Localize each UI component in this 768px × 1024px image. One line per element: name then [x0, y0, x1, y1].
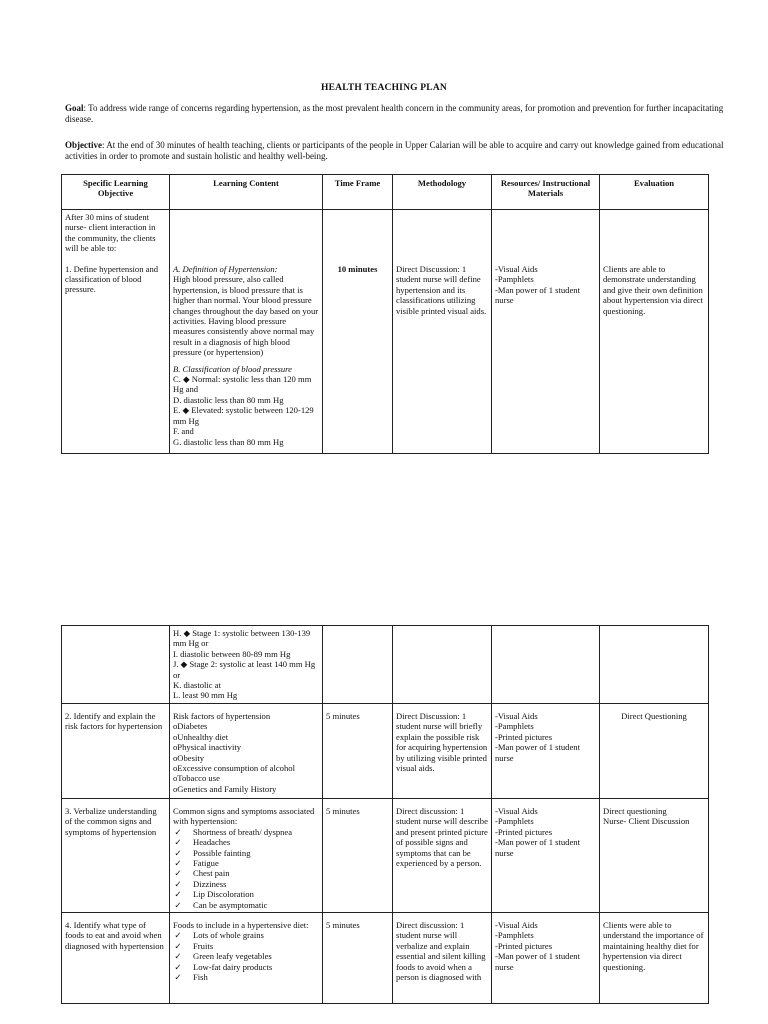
content-line: K. diastolic at [173, 680, 221, 691]
resource-item: -Pamphlets [495, 721, 534, 732]
goal-text: : To address wide range of concerns regarding hypertension, as the most prevalent health concern in the community areas, for promotion and prevention for further incapacitating disease. [65, 103, 724, 124]
check-icon: ✓ [174, 889, 182, 900]
content-cell [170, 626, 323, 704]
content-heading: Foods to include in a hypertensive diet: [173, 920, 309, 931]
list-item: ✓ Fatigue [174, 858, 219, 869]
content-line: L. least 90 mm Hg [173, 690, 238, 701]
content-line: oDiabetes [173, 721, 208, 732]
objective-text: 1. Define hypertension and classification of blood pressure. [65, 263, 159, 295]
methodology-cell [393, 799, 492, 913]
time-frame-cell [323, 704, 393, 799]
content-line: I. diastolic between 80-89 mm Hg [173, 648, 291, 659]
methodology-cell [393, 704, 492, 799]
teaching-plan-table-page2 [61, 625, 709, 1004]
table-row [62, 210, 709, 454]
time-frame-cell [323, 913, 393, 1004]
objective-text: : At the end of 30 minutes of health teaching, clients or participants of the people in Upper Calarian will be able to acquire and carry out knowledge gained from educational activities in order to promote and sustain holistic and healthy well-being. [65, 140, 724, 161]
time-frame-value: 10 minutes [337, 264, 378, 274]
resource-item: -Printed pictures [495, 940, 553, 951]
check-icon: ✓ [174, 858, 182, 869]
resources-cell [492, 704, 600, 799]
content-cell [170, 210, 323, 454]
evaluation-cell [600, 704, 709, 799]
goal-paragraph [65, 103, 735, 125]
list-item: ✓ Fish [174, 972, 208, 983]
content-cell [170, 704, 323, 799]
header-content: Learning Content [170, 175, 323, 210]
content-line: C. ◆ Normal: systolic less than 120 mm Hg and [173, 374, 312, 395]
list-item: ✓ Dizziness [174, 878, 227, 889]
content-line: oGenetics and Family History [173, 783, 277, 794]
resource-item: -Visual Aids [495, 806, 538, 816]
resource-item: -Printed pictures [495, 826, 553, 837]
list-item: ✓ Headaches [174, 837, 231, 848]
resource-item: -Man power of 1 student nurse [495, 284, 580, 306]
goal-label: Goal [65, 103, 84, 113]
check-icon: ✓ [174, 868, 182, 879]
list-item: ✓ Shortness of breath/ dyspnea [174, 826, 293, 837]
content-heading: Risk factors of hypertension [173, 711, 271, 721]
content-line: H. ◆ Stage 1: systolic between 130-139 mm Hg or [173, 628, 311, 649]
check-icon: ✓ [174, 930, 182, 941]
list-item: ✓ Fruits [174, 940, 214, 951]
objective-text: 3. Verbalize understanding of the common signs and symptoms of hypertension [65, 806, 157, 837]
header-methodology: Methodology [393, 175, 492, 210]
check-icon: ✓ [174, 951, 182, 962]
teaching-plan-table-page1 [61, 174, 709, 454]
resource-item: -Visual Aids [495, 711, 538, 721]
resource-item: -Man power of 1 student nurse [495, 837, 580, 858]
list-item: ✓ Low-fat dairy products [174, 961, 273, 972]
content-heading: B. Classification of blood pressure [173, 363, 292, 374]
content-line: oObesity [173, 752, 205, 763]
resource-item: -Printed pictures [495, 731, 553, 742]
check-icon: ✓ [174, 940, 182, 951]
methodology-text: Direct discussion: 1 student nurse will verbalize and explain essential and silent killing foods to avoid when a person is diagnosed with [396, 920, 486, 983]
content-line: oPhysical inactivity [173, 742, 242, 753]
resource-item: -Pamphlets [495, 930, 534, 941]
list-item: ✓ Green leafy vegetables [174, 951, 272, 962]
objective-cell [62, 210, 170, 454]
resource-item: -Pamphlets [495, 274, 534, 285]
time-frame-cell [323, 626, 393, 704]
resource-item: -Visual Aids [495, 264, 538, 274]
check-icon: ✓ [174, 899, 182, 910]
list-item: ✓ Possible fainting [174, 847, 251, 858]
evaluation-text: Clients were able to understand the importance of maintaining healthy diet for hypertension via direct questioning. [603, 920, 704, 972]
content-heading: A. Definition of Hypertension: [173, 264, 278, 274]
objective-intro: After 30 mins of student nurse- client interaction in the community, the clients will be able to: [65, 212, 156, 254]
header-resources: Resources/ Instructional Materials [492, 175, 600, 210]
page-title: HEALTH TEACHING PLAN [321, 83, 447, 93]
methodology-cell [393, 210, 492, 454]
check-icon: ✓ [174, 837, 182, 848]
check-icon: ✓ [174, 847, 182, 858]
time-frame-value: 5 minutes [326, 711, 360, 721]
objective-cell [62, 704, 170, 799]
objective-cell [62, 913, 170, 1004]
content-line: oTobacco use [173, 773, 220, 784]
list-item: ✓ Lip Discoloration [174, 889, 254, 900]
content-line: oUnhealthy diet [173, 731, 229, 742]
content-heading: Common signs and symptoms associated with hypertension: [173, 806, 315, 827]
methodology-cell [393, 913, 492, 1004]
resource-item: -Man power of 1 student nurse [495, 951, 580, 972]
methodology-cell [393, 626, 492, 704]
time-frame-cell [323, 799, 393, 913]
check-icon: ✓ [174, 826, 182, 837]
list-item: ✓ Lots of whole grains [174, 930, 264, 941]
content-definition: High blood pressure, also called hypertension, is blood pressure that is higher than normal. Your blood pressure changes throughout the day based on your activities. Having blood pressure measures consistently above normal may result in a diagnosis of high blood pressure (or hypertension) [173, 274, 319, 358]
objective-cell [62, 799, 170, 913]
header-evaluation: Evaluation [600, 175, 709, 210]
content-line: D. diastolic less than 80 mm Hg [173, 394, 284, 405]
resources-cell [492, 626, 600, 704]
evaluation-cell [600, 626, 709, 704]
resource-item: -Visual Aids [495, 920, 538, 931]
table-header-row [62, 175, 709, 210]
methodology-text: Direct Discussion: 1 student nurse will briefly explain the possible risk for acquiring hypertension by utilizing visible printed visual aids. [396, 711, 488, 774]
content-line: oExcessive consumption of alcohol [173, 763, 295, 774]
content-line: E. ◆ Elevated: systolic between 120-129 mm Hg [173, 405, 314, 426]
header-time-frame: Time Frame [323, 175, 393, 210]
header-objective: Specific Learning Objective [62, 175, 170, 210]
table-row [62, 704, 709, 799]
objective-text: 2. Identify and explain the risk factors for hypertension [65, 711, 163, 732]
evaluation-text: Nurse- Client Discussion [603, 816, 690, 827]
table-row [62, 626, 709, 704]
resources-cell [492, 799, 600, 913]
methodology-text: Direct discussion: 1 student nurse will describe and present printed picture of possible signs and symptoms that can be experienced by a person. [396, 806, 488, 869]
check-icon: ✓ [174, 878, 182, 889]
table-row [62, 913, 709, 1004]
resources-cell [492, 210, 600, 454]
objective-paragraph [65, 140, 735, 162]
time-frame-value: 5 minutes [326, 806, 360, 816]
time-frame-value: 5 minutes [326, 920, 360, 931]
table-row [62, 799, 709, 913]
content-cell [170, 799, 323, 913]
objective-cell [62, 626, 170, 704]
time-frame-cell [323, 210, 393, 454]
methodology-text: Direct Discussion: 1 student nurse will define hypertension and its classifications utilizing visible printed visual aids. [396, 264, 487, 316]
resource-item: -Man power of 1 student nurse [495, 742, 580, 763]
check-icon: ✓ [174, 961, 182, 972]
evaluation-text: Direct Questioning [621, 711, 687, 721]
objective-text: 4. Identify what type of foods to eat and avoid when diagnosed with hypertension [65, 920, 164, 951]
check-icon: ✓ [174, 972, 182, 983]
evaluation-cell [600, 210, 709, 454]
content-line: G. diastolic less than 80 mm Hg [173, 436, 284, 447]
list-item: ✓ Can be asymptomatic [174, 899, 268, 910]
evaluation-cell [600, 799, 709, 913]
evaluation-cell [600, 913, 709, 1004]
resources-cell [492, 913, 600, 1004]
evaluation-text: Clients are able to demonstrate understanding and give their own definition about hypertension via direct questioning. [603, 264, 703, 316]
objective-label: Objective [65, 140, 102, 150]
content-line: J. ◆ Stage 2: systolic at least 140 mm Hg or [173, 659, 316, 680]
resource-item: -Pamphlets [495, 816, 534, 827]
content-line: F. and [173, 426, 194, 437]
evaluation-text: Direct questioning [603, 806, 667, 816]
content-cell [170, 913, 323, 1004]
list-item: ✓ Chest pain [174, 868, 230, 879]
